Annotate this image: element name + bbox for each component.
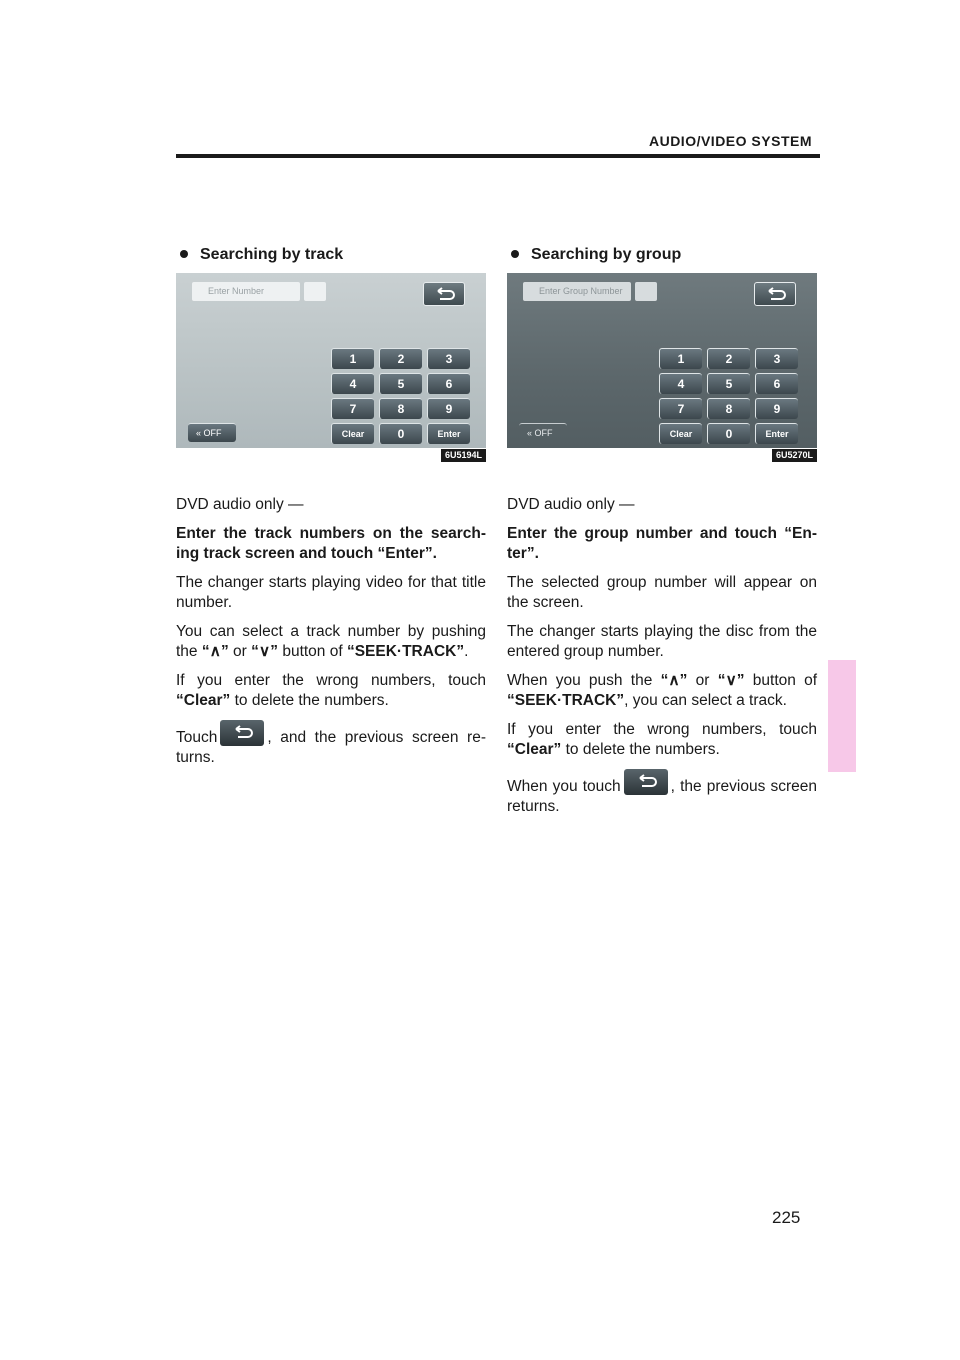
key-5: 5 [707, 373, 750, 394]
return-arrow-icon [636, 774, 658, 790]
section-heading-group: Searching by group [507, 246, 817, 264]
paragraph: When you push the “∧” or “∨” button of “SEEK·TRACK”, you can select a track. [507, 672, 818, 709]
key-8: 8 [379, 398, 422, 419]
image-code: 6U5194L [441, 449, 486, 462]
section-tab [828, 660, 856, 772]
inline-return-button [624, 769, 668, 795]
paragraph: Touch , and the previous screen re-turns. [176, 720, 486, 768]
screen-display [507, 273, 817, 448]
key-enter: Enter [427, 423, 470, 444]
key-clear: Clear [331, 423, 374, 444]
group-search-screenshot [507, 273, 817, 465]
key-8: 8 [707, 398, 750, 419]
return-arrow-icon [232, 725, 254, 741]
header-rule [176, 154, 820, 158]
key-5: 5 [379, 373, 422, 394]
number-entry-field: Enter Number [192, 282, 300, 301]
left-column [176, 246, 486, 768]
instruction-paragraph: Enter the group number and touch “En-ter”. [507, 525, 817, 562]
paragraph: If you enter the wrong numbers, touch “Clear” to delete the numbers. [176, 672, 486, 709]
instruction-paragraph: Enter the track numbers on the search-ing track screen and touch “Enter”. [176, 525, 486, 562]
paragraph: If you enter the wrong numbers, touch “Clear” to delete the numbers. [507, 721, 817, 758]
key-3: 3 [427, 348, 470, 369]
return-button [423, 282, 465, 306]
key-7: 7 [659, 398, 702, 419]
key-7: 7 [331, 398, 374, 419]
paragraph: You can select a track number by pushing the “∧” or “∨” button of “SEEK·TRACK”. [176, 623, 486, 660]
key-6: 6 [755, 373, 798, 394]
paragraph: The changer starts playing the disc from the entered group number. [507, 623, 817, 660]
key-0: 0 [379, 423, 422, 444]
right-column [507, 246, 817, 817]
return-button [754, 282, 796, 306]
section-heading-track: Searching by track [176, 246, 486, 264]
key-clear: Clear [659, 423, 702, 444]
key-1: 1 [331, 348, 374, 369]
key-9: 9 [427, 398, 470, 419]
key-2: 2 [707, 348, 750, 369]
screen-display [176, 273, 486, 448]
running-header: AUDIO/VIDEO SYSTEM [648, 133, 812, 149]
inline-return-button [220, 720, 264, 746]
bullet-icon [180, 250, 188, 258]
key-enter: Enter [755, 423, 798, 444]
off-button: « OFF [519, 423, 567, 442]
key-0: 0 [707, 423, 750, 444]
number-entry-box [304, 282, 326, 301]
paragraph: DVD audio only — [176, 496, 304, 513]
page-number: 225 [772, 1208, 801, 1227]
key-2: 2 [379, 348, 422, 369]
image-code: 6U5270L [772, 449, 817, 462]
paragraph: The changer starts playing video for that title number. [176, 574, 486, 611]
paragraph: The selected group number will appear on the screen. [507, 574, 817, 611]
key-4: 4 [659, 373, 702, 394]
bullet-icon [511, 250, 519, 258]
paragraph: When you touch , the previous screen returns. [507, 769, 817, 817]
return-arrow-icon [434, 287, 456, 303]
key-6: 6 [427, 373, 470, 394]
key-4: 4 [331, 373, 374, 394]
track-search-screenshot [176, 273, 486, 465]
number-entry-box [635, 282, 657, 301]
key-9: 9 [755, 398, 798, 419]
return-arrow-icon [765, 287, 787, 303]
off-button: « OFF [188, 423, 236, 442]
number-entry-field: Enter Group Number [523, 282, 631, 301]
key-1: 1 [659, 348, 702, 369]
key-3: 3 [755, 348, 798, 369]
paragraph: DVD audio only — [507, 496, 635, 513]
